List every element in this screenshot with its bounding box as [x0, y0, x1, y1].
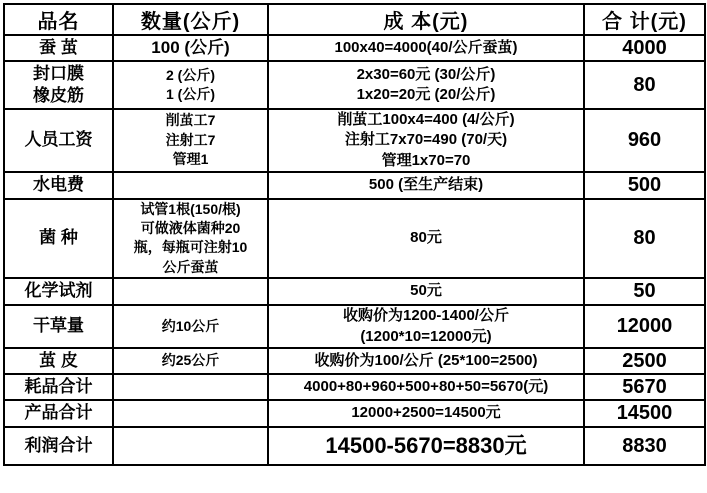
cell-product-name [4, 400, 113, 427]
header-product-name: 品名 [4, 4, 113, 35]
cell-product-name [4, 109, 113, 172]
table-row-sealing-film-rubber-bands [4, 61, 705, 109]
cost-accounting-table [3, 3, 706, 466]
text-line: 1x20=20元 (20/公斤) [356, 86, 496, 103]
table-row-silkworm-cocoon [4, 35, 705, 61]
header-cost: 成 本(元) [268, 4, 584, 35]
text-line: 蚕 茧 [39, 37, 78, 57]
table-row-dry-grass-yield [4, 305, 705, 348]
text-line: 100 (公斤) [151, 38, 230, 58]
cell-total: 80 [584, 61, 705, 109]
text-line: 12000+2500=14500元 [351, 404, 501, 422]
text-line: 削茧工100x4=400 (4/公斤) [337, 111, 515, 128]
cell-cost [268, 305, 584, 348]
cell-quantity [113, 61, 268, 109]
cell-cost [268, 374, 584, 400]
table-row-profit-total [4, 427, 705, 465]
cell-total: 4000 [584, 35, 705, 61]
cell-quantity [113, 109, 268, 172]
cell-cost [268, 35, 584, 61]
table-row-consumables-subtotal [4, 374, 705, 400]
cell-total: 50 [584, 278, 705, 305]
text-line: 橡皮筋 [33, 86, 84, 105]
cell-quantity [113, 199, 268, 278]
text-line: (1200*10=12000元) [360, 327, 492, 345]
cell-cost [268, 278, 584, 305]
text-line: 化学试剂 [24, 281, 93, 301]
cell-product-name [4, 172, 113, 199]
cell-total: 5670 [584, 374, 705, 400]
table-row-products-subtotal [4, 400, 705, 427]
header-total: 合 计(元) [584, 4, 705, 35]
text-line: 干草量 [33, 316, 84, 336]
cell-product-name [4, 374, 113, 400]
text-line: 耗品合计 [24, 376, 93, 396]
text-line: 2x30=60元 (30/公斤) [356, 65, 496, 83]
text-line: 注射工7x70=490 (70/天) [344, 131, 508, 149]
cell-quantity [113, 278, 268, 305]
table-row-fungus-strain [4, 199, 705, 278]
text-line: 管理1x70=70 [381, 151, 471, 169]
cell-product-name [4, 61, 113, 109]
text-line: 公斤蚕茧 [162, 258, 219, 275]
cell-total: 12000 [584, 305, 705, 348]
table-row-utilities [4, 172, 705, 199]
cell-quantity [113, 348, 268, 374]
text-line: 收购价为100/公斤 (25*100=2500) [314, 351, 538, 369]
cell-quantity [113, 400, 268, 427]
cell-product-name [4, 427, 113, 465]
table-header-row [4, 4, 705, 35]
text-line: 试管1根(150/根) [140, 200, 241, 217]
text-line: 80元 [410, 229, 442, 247]
text-line: 100x40=4000(40/公斤蚕茧) [334, 38, 518, 56]
text-line: 管理1 [172, 151, 209, 168]
text-line: 茧 皮 [39, 350, 78, 370]
text-line: 瓶，每瓶可注射10 [133, 239, 248, 256]
cell-quantity [113, 172, 268, 199]
header-quantity: 数量(公斤) [113, 4, 268, 35]
cell-product-name [4, 348, 113, 374]
table-row-staff-wages [4, 109, 705, 172]
cell-cost [268, 109, 584, 172]
text-line: 产品合计 [24, 403, 93, 423]
cell-total: 80 [584, 199, 705, 278]
cell-total: 960 [584, 109, 705, 172]
text-line: 封口膜 [33, 63, 84, 83]
cell-quantity [113, 427, 268, 465]
text-line: 人员工资 [24, 130, 93, 150]
text-line: 水电费 [33, 175, 84, 195]
text-line: 14500-5670=8830元 [325, 433, 527, 459]
text-line: 削茧工7 [165, 112, 216, 129]
text-line: 收购价为1200-1400/公斤 [343, 307, 509, 325]
cell-cost [268, 172, 584, 199]
cell-cost [268, 199, 584, 278]
text-line: 50元 [410, 282, 442, 300]
text-line: 约25公斤 [161, 352, 220, 369]
cell-product-name [4, 305, 113, 348]
cell-total: 500 [584, 172, 705, 199]
cell-product-name [4, 278, 113, 305]
text-line: 4000+80+960+500+80+50=5670(元) [303, 377, 549, 395]
cell-product-name [4, 199, 113, 278]
cell-product-name [4, 35, 113, 61]
cell-total: 2500 [584, 348, 705, 374]
text-line: 500 (至生产结束) [368, 176, 484, 194]
cell-quantity [113, 374, 268, 400]
text-line: 利润合计 [24, 435, 93, 455]
text-line: 约10公斤 [161, 317, 220, 334]
cell-cost [268, 348, 584, 374]
text-line: 2 (公斤) [166, 66, 215, 83]
cell-total: 8830 [584, 427, 705, 465]
text-line: 1 (公斤) [166, 86, 215, 102]
cell-quantity [113, 305, 268, 348]
cell-total: 14500 [584, 400, 705, 427]
cell-cost [268, 61, 584, 109]
cell-cost [268, 400, 584, 427]
table-row-cocoon-shell [4, 348, 705, 374]
cell-quantity [113, 35, 268, 61]
cell-cost [268, 427, 584, 465]
text-line: 菌 种 [39, 228, 78, 248]
table-row-chemical-reagents [4, 278, 705, 305]
text-line: 注射工7 [165, 131, 216, 148]
text-line: 可做液体菌种20 [140, 220, 241, 237]
